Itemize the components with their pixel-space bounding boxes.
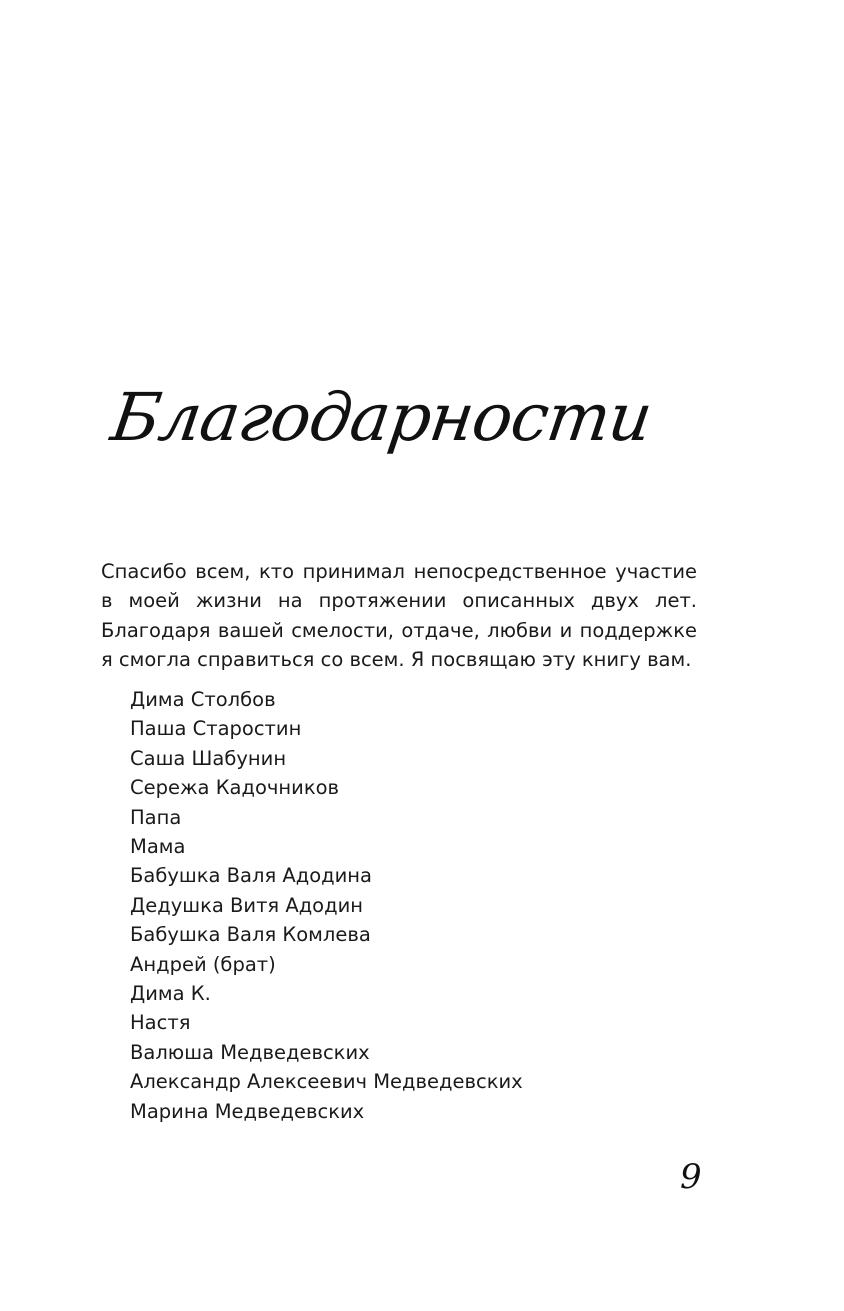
list-item: Дима К. xyxy=(130,982,211,1006)
list-item: Папа xyxy=(130,805,182,829)
intro-paragraph: Спасибо всем, кто принимал непосредственное участие в моей жизни на протяжении описанных двух лет. Благодаря вашей смелости, отдаче, любви и поддержке я смогла справиться со всем. Я посвящаю эту книгу вам. xyxy=(101,559,697,671)
list-item: Дима Столбов xyxy=(130,688,276,711)
list-item: Валюша Медведевских xyxy=(130,1040,370,1064)
list-item: Дедушка Витя Адодин xyxy=(130,893,364,917)
list-item: Бабушка Валя Комлева xyxy=(130,923,371,947)
list-item: Андрей (брат) xyxy=(130,952,276,976)
list-item: Александр Алексеевич Медведевских xyxy=(130,1070,523,1094)
page-number: 9 xyxy=(680,1157,702,1197)
page-title: Благодарности xyxy=(106,379,657,456)
list-item: Настя xyxy=(130,1011,191,1035)
list-item: Паша Старостин xyxy=(130,717,302,741)
list-item: Сережа Кадочников xyxy=(130,776,340,800)
list-item: Мама xyxy=(130,835,186,859)
list-item: Бабушка Валя Адодина xyxy=(130,864,372,888)
list-item: Марина Медведевских xyxy=(130,1099,365,1123)
names-list xyxy=(130,685,523,1126)
list-item: Саша Шабунин xyxy=(130,746,287,770)
